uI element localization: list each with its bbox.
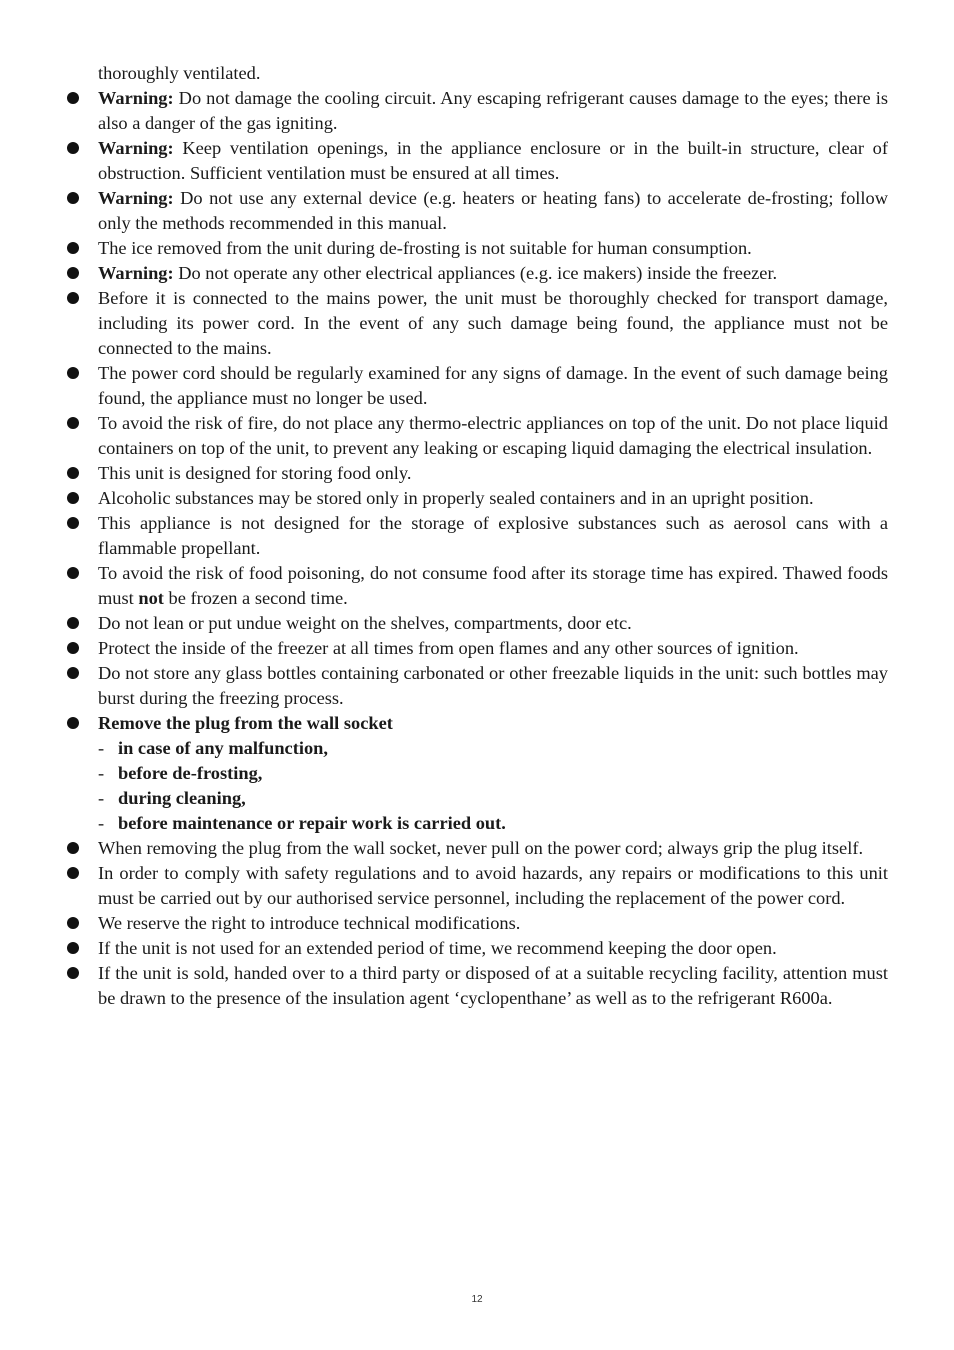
bullet-icon [67,242,79,254]
emphasis-word: not [138,588,164,608]
list-item [98,911,888,936]
sub-item [98,761,888,786]
sub-item-text: before de-frosting, [118,763,263,783]
warning-label: Warning: [98,188,174,208]
dash-marker: - [98,813,105,833]
bullet-icon [67,467,79,479]
dash-marker: - [98,763,105,783]
bullet-icon [67,417,79,429]
sub-item-text: in case of any malfunction, [118,738,328,758]
item-text: When removing the plug from the wall socket, never pull on the power cord; always grip the plug itself. [98,838,864,858]
page-number: 12 [471,1294,483,1305]
list-item [98,236,888,261]
bullet-icon [67,642,79,654]
list-item [98,361,888,411]
bullet-icon [67,267,79,279]
list-item-remove-plug [98,711,888,836]
list-item [98,86,888,136]
bullet-icon [67,867,79,879]
list-item [98,261,888,286]
item-text: The power cord should be regularly examined for any signs of damage. In the event of such damage being found, the appliance must no longer be used. [98,363,888,408]
bullet-icon [67,717,79,729]
list-item [98,961,888,1011]
bullet-icon [67,292,79,304]
list-item [98,511,888,561]
warning-label: Warning: [98,263,174,283]
bullet-icon [67,517,79,529]
item-text: To avoid the risk of food poisoning, do not consume food after its storage time has expired. Thawed foods must [98,563,888,608]
bullet-icon [67,617,79,629]
sub-item [98,811,888,836]
item-text: Alcoholic substances may be stored only in properly sealed containers and in an upright position. [98,488,814,508]
item-text: Do not damage the cooling circuit. Any escaping refrigerant causes damage to the eyes; there is also a danger of the gas igniting. [98,88,888,133]
item-text: If the unit is sold, handed over to a third party or disposed of at a suitable recycling facility, attention must be drawn to the presence of the insulation agent ‘cyclopenthane’ as well as to the refrigerant R600a. [98,963,888,1008]
item-text: Do not operate any other electrical appliances (e.g. ice makers) inside the freezer. [173,263,778,283]
item-text: Do not lean or put undue weight on the shelves, compartments, door etc. [98,613,632,633]
warning-label: Warning: [98,138,174,158]
bullet-icon [67,917,79,929]
list-item [98,661,888,711]
list-item [98,611,888,636]
item-text: Before it is connected to the mains power, the unit must be thoroughly checked for transport damage, including its power cord. In the event of any such damage being found, the appliance must not be connected to the mains. [98,288,888,358]
item-text: Protect the inside of the freezer at all times from open flames and any other sources of ignition. [98,638,799,658]
item-text: This unit is designed for storing food only. [98,463,412,483]
item-text: To avoid the risk of fire, do not place any thermo-electric appliances on top of the unit. Do not place liquid containers on top of the unit, to prevent any leaking or escaping liquid damaging the electrical insulation. [98,413,888,458]
bullet-icon [67,942,79,954]
bullet-icon [67,967,79,979]
bullet-icon [67,92,79,104]
list-item [98,286,888,361]
item-text: We reserve the right to introduce technical modifications. [98,913,521,933]
sub-item-text: during cleaning, [118,788,246,808]
sub-item-text: before maintenance or repair work is carried out. [118,813,506,833]
list-item [98,186,888,236]
list-item [98,636,888,661]
bullet-icon [67,192,79,204]
item-text: This appliance is not designed for the storage of explosive substances such as aerosol cans with a flammable propellant. [98,513,888,558]
sub-item [98,786,888,811]
list-item [98,461,888,486]
sub-item [98,736,888,761]
bullet-icon [67,842,79,854]
item-text: Do not use any external device (e.g. heaters or heating fans) to accelerate de-frosting; follow only the methods recommended in this manual. [98,188,888,233]
bullet-icon [67,492,79,504]
item-text: Do not store any glass bottles containing carbonated or other freezable liquids in the unit: such bottles may burst during the freezing process. [98,663,888,708]
list-item [98,486,888,511]
list-item [98,411,888,461]
dash-marker: - [98,788,105,808]
list-item [98,936,888,961]
intro-line: thoroughly ventilated. [98,63,261,83]
item-text: In order to comply with safety regulations and to avoid hazards, any repairs or modifications to this unit must be carried out by our authorised service personnel, including the replacement of the power cord. [98,863,888,908]
list-item [98,861,888,911]
list-item [98,136,888,186]
item-text: Keep ventilation openings, in the appliance enclosure or in the built-in structure, clear of obstruction. Sufficient ventilation must be ensured at all times. [98,138,888,183]
item-text-after: be frozen a second time. [163,588,348,608]
item-text: If the unit is not used for an extended period of time, we recommend keeping the door open. [98,938,777,958]
remove-plug-heading: Remove the plug from the wall socket [98,713,393,733]
dash-marker: - [98,738,105,758]
safety-instructions [98,61,888,1011]
bullet-icon [67,142,79,154]
item-text: The ice removed from the unit during de-frosting is not suitable for human consumption. [98,238,752,258]
bullet-icon [67,667,79,679]
bullet-icon [67,367,79,379]
warning-label: Warning: [98,88,174,108]
list-item [98,836,888,861]
list-item [98,561,888,611]
bullet-icon [67,567,79,579]
